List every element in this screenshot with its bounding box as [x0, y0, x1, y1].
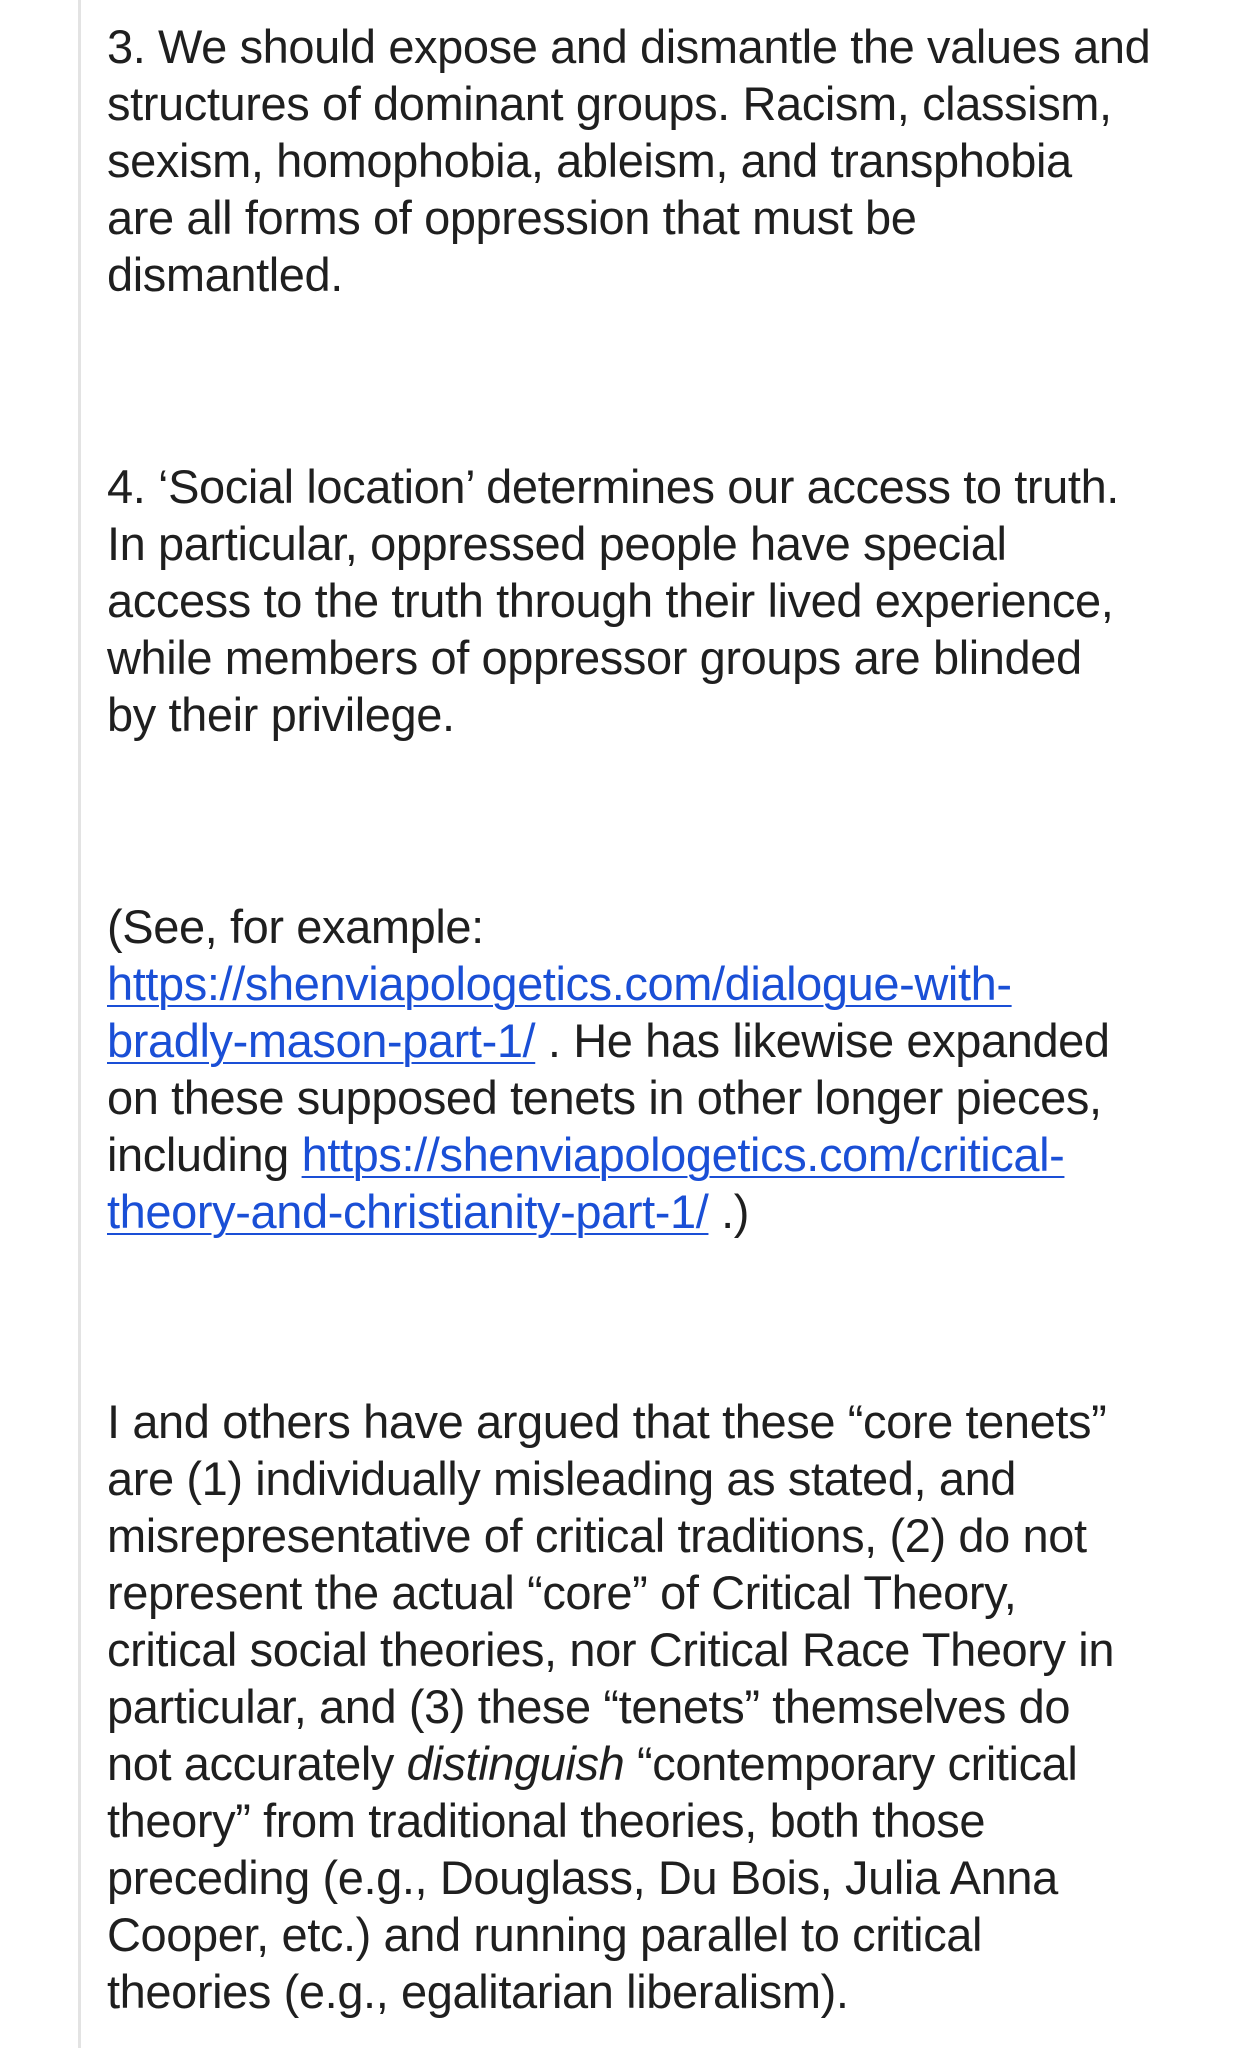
text-line: are all forms of oppression that must be — [107, 191, 917, 244]
text-line: theories (e.g., egalitarian liberalism). — [107, 1965, 849, 2018]
text-line: Cooper, etc.) and running parallel to critical — [107, 1908, 983, 1961]
text-line: 4. ‘Social location’ determines our access to truth. — [107, 460, 1119, 513]
text-line: by their privilege. — [107, 688, 455, 741]
text-fragment: .) — [708, 1185, 750, 1238]
link-critical-theory-and-christianity-continued[interactable]: theory-and-christianity-part-1/ — [107, 1185, 709, 1238]
text-line: access to the truth through their lived experience, — [107, 574, 1114, 627]
text-fragment: including — [107, 1128, 302, 1181]
emphasis-text: distinguish — [406, 1737, 625, 1790]
text-fragment: not accurately — [107, 1737, 407, 1790]
text-line: are (1) individually misleading as stated, and — [107, 1452, 1017, 1505]
text-line: structures of dominant groups. Racism, classism, — [107, 77, 1112, 130]
text-line — [107, 955, 1217, 1012]
text-line: (See, for example: — [107, 900, 484, 953]
text-line — [107, 1735, 1217, 1792]
left-margin-rule — [78, 0, 81, 2048]
text-fragment: “contemporary critical — [624, 1737, 1078, 1790]
text-line: sexism, homophobia, ableism, and transphobia — [107, 134, 1072, 187]
text-line: dismantled. — [107, 248, 343, 301]
text-line: while members of oppressor groups are blinded — [107, 631, 1082, 684]
link-dialogue-with-bradly-mason[interactable]: https://shenviapologetics.com/dialogue-with- — [107, 957, 1012, 1010]
text-line: I and others have argued that these “core tenets” — [107, 1395, 1107, 1448]
text-fragment: . He has likewise expanded — [535, 1014, 1110, 1067]
text-line: misrepresentative of critical traditions, (2) do not — [107, 1509, 1087, 1562]
link-dialogue-with-bradly-mason-continued[interactable]: bradly-mason-part-1/ — [107, 1014, 536, 1067]
paragraph-see-examples — [107, 898, 1217, 1240]
text-line: critical social theories, nor Critical Race Theory in — [107, 1623, 1115, 1676]
text-line — [107, 1183, 1217, 1240]
text-line: represent the actual “core” of Critical Theory, — [107, 1566, 1017, 1619]
text-line: preceding (e.g., Douglass, Du Bois, Julia Anna — [107, 1851, 1058, 1904]
text-line: theory” from traditional theories, both those — [107, 1794, 986, 1847]
text-line: 3. We should expose and dismantle the values and — [107, 20, 1151, 73]
paragraph-argument — [107, 1393, 1217, 2020]
text-line — [107, 1012, 1217, 1069]
text-line: particular, and (3) these “tenets” themselves do — [107, 1680, 1071, 1733]
text-line: on these supposed tenets in other longer pieces, — [107, 1071, 1102, 1124]
paragraph-tenet-4 — [107, 458, 1217, 743]
text-line — [107, 1126, 1217, 1183]
paragraph-tenet-3 — [107, 18, 1217, 303]
text-line: In particular, oppressed people have special — [107, 517, 1007, 570]
link-critical-theory-and-christianity[interactable]: https://shenviapologetics.com/critical- — [301, 1128, 1065, 1181]
